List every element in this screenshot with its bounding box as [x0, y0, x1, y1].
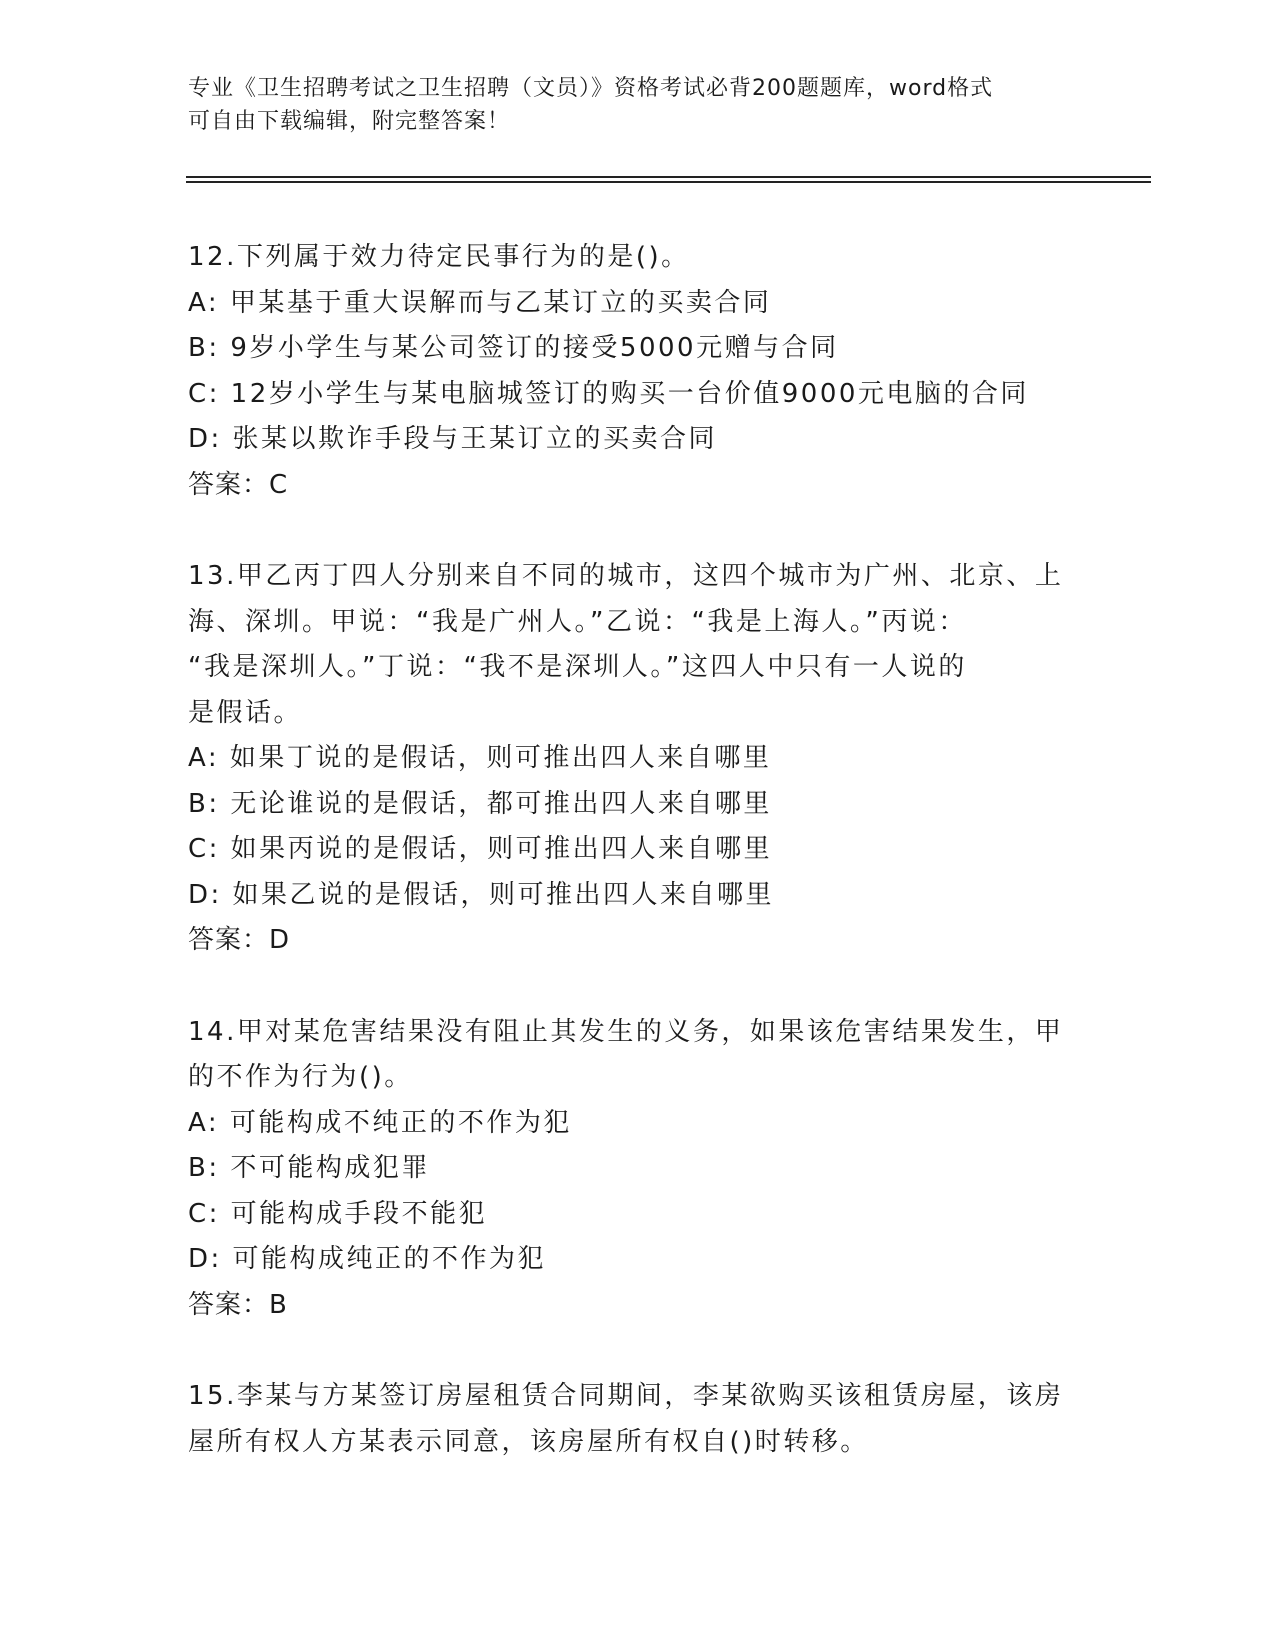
question-14 — [188, 1010, 1088, 1329]
question-stem-line: “我是深圳人。”丁说：“我不是深圳人。”这四人中只有一人说的 — [188, 652, 967, 682]
header-line-1: 专业《卫生招聘考试之卫生招聘（文员）》资格考试必背200题题库，word格式 — [188, 76, 994, 101]
question-stem-line: 15.李某与方某签订房屋租赁合同期间，李某欲购买该租赁房屋，该房 — [188, 1381, 1064, 1411]
answer-text: 答案：C — [188, 469, 289, 500]
option-a: A: 如果丁说的是假话，则可推出四人来自哪里 — [188, 743, 772, 773]
option-c: C: 如果丙说的是假话，则可推出四人来自哪里 — [188, 834, 773, 864]
document-header — [188, 72, 1088, 138]
option-c: C: 12岁小学生与某电脑城签订的购买一台价值9000元电脑的合同 — [188, 378, 1029, 409]
header-divider-bottom — [186, 181, 1151, 183]
header-line-2: 可自由下载编辑，附完整答案！ — [188, 109, 511, 134]
option-b: B: 9岁小学生与某公司签订的接受5000元赠与合同 — [188, 333, 839, 363]
option-a: A: 可能构成不纯正的不作为犯 — [188, 1107, 572, 1138]
question-stem-line: 13.甲乙丙丁四人分别来自不同的城市，这四个城市为广州、北京、上 — [188, 561, 1064, 591]
question-15 — [188, 1374, 1088, 1465]
question-stem-line: 12.下列属于效力待定民事行为的是()。 — [188, 242, 690, 272]
option-d: D: 张某以欺诈手段与王某订立的买卖合同 — [188, 424, 718, 454]
answer-text: 答案：D — [188, 925, 291, 955]
option-d: D: 如果乙说的是假话，则可推出四人来自哪里 — [188, 879, 775, 910]
question-stem-line: 的不作为行为()。 — [188, 1062, 413, 1092]
option-b: B: 无论谁说的是假话，都可推出四人来自哪里 — [188, 788, 772, 819]
question-stem-line: 海、深圳。甲说：“我是广州人。”乙说：“我是上海人。”丙说： — [188, 606, 967, 637]
option-d: D: 可能构成纯正的不作为犯 — [188, 1244, 547, 1274]
question-list — [188, 235, 1088, 1511]
header-divider-top — [186, 176, 1151, 178]
question-12 — [188, 235, 1088, 508]
question-stem-line: 屋所有权人方某表示同意，该房屋所有权自()时转移。 — [188, 1426, 869, 1457]
option-b: B: 不可能构成犯罪 — [188, 1153, 430, 1183]
question-stem-line: 是假话。 — [188, 697, 303, 728]
question-13 — [188, 554, 1088, 964]
answer-text: 答案：B — [188, 1289, 288, 1320]
question-stem-line: 14.甲对某危害结果没有阻止其发生的义务，如果该危害结果发生，甲 — [188, 1016, 1064, 1047]
option-a: A: 甲某基于重大误解而与乙某订立的买卖合同 — [188, 287, 772, 318]
option-c: C: 可能构成手段不能犯 — [188, 1198, 488, 1229]
